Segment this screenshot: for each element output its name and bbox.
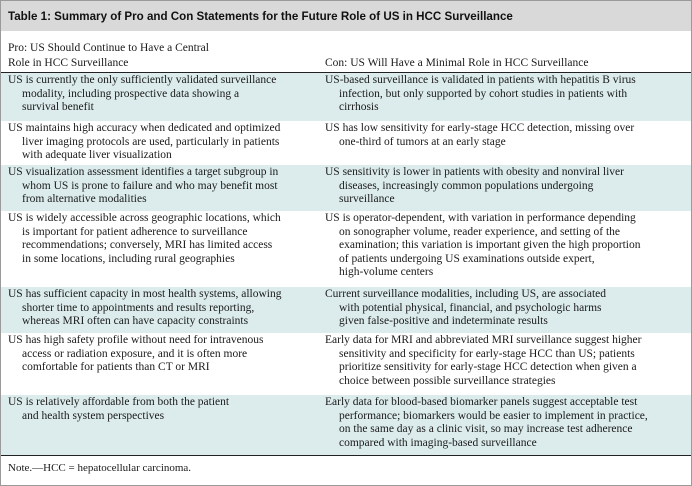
column-header-row xyxy=(1,32,691,72)
pro-header-line: Pro: US Should Continue to Have a Central xyxy=(8,42,209,54)
cell-line: of patients undergoing US examinations outside expert, xyxy=(339,252,595,265)
cell-line: in some locations, including rural geographies xyxy=(22,252,235,265)
cell-line: US-based surveillance is validated in patients with hepatitis B virus xyxy=(325,74,636,86)
cell-line: liver imaging protocols are used, particularly in patients xyxy=(22,135,280,148)
cell-line: US has low sensitivity for early-stage HCC detection, missing over xyxy=(325,122,635,134)
cell-line: choice between possible surveillance strategies xyxy=(339,374,556,387)
table-title: Table 1: Summary of Pro and Con Statements for the Future Role of US in HCC Surveillance xyxy=(8,9,513,23)
cell-line: with adequate liver visualization xyxy=(22,149,172,162)
pro-cell xyxy=(1,211,322,287)
cell-line: surveillance xyxy=(339,193,395,206)
con-cell xyxy=(322,121,691,165)
cell-line: US is widely accessible across geographic locations, which xyxy=(8,212,281,224)
cell-line: given false-positive and indeterminate results xyxy=(339,315,548,328)
cell-line: recommendations; conversely, MRI has limited access xyxy=(22,239,273,252)
table-body xyxy=(1,73,691,455)
con-header-line: Con: US Will Have a Minimal Role in HCC Surveillance xyxy=(325,57,589,69)
table-row xyxy=(1,121,691,165)
cell-line: US is currently the only sufficiently validated surveillance xyxy=(8,74,277,86)
cell-line: US sensitivity is lower in patients with obesity and nonviral liver xyxy=(325,166,624,178)
cell-line: US is relatively affordable from both the patient xyxy=(8,396,230,408)
cell-line: sensitivity and specificity for early-stage HCC than US; patients xyxy=(339,347,635,360)
cell-line: US is operator-dependent, with variation in performance depending xyxy=(325,212,636,224)
cell-line: with potential physical, financial, and psychologic harms xyxy=(339,301,602,314)
table-row xyxy=(1,287,691,333)
pro-cell xyxy=(1,73,322,121)
pro-cell xyxy=(1,165,322,211)
pro-cell xyxy=(1,121,322,165)
cell-line: examination; this variation is important given the high proportion xyxy=(339,239,641,252)
cell-line: performance; biomarkers would be easier to implement in practice, xyxy=(339,409,648,422)
cell-line: whom US is prone to failure and who may benefit most xyxy=(22,179,278,192)
cell-line: diseases, increasingly common populations undergoing xyxy=(339,179,594,192)
cell-line: Early data for blood-based biomarker panels suggest acceptable test xyxy=(325,396,638,408)
table-row xyxy=(1,211,691,287)
pro-column-header xyxy=(1,41,322,72)
table-row xyxy=(1,333,691,395)
cell-line: is important for patient adherence to surveillance xyxy=(22,225,248,238)
cell-line: infection, but only supported by cohort studies in patients with xyxy=(339,87,628,100)
con-cell xyxy=(322,165,691,211)
cell-line: prioritize sensitivity for early-stage HCC detection when given a xyxy=(339,361,637,374)
cell-line: one-third of tumors at an early stage xyxy=(339,135,506,148)
cell-line: whereas MRI often can have capacity constraints xyxy=(22,315,249,328)
pro-header-line: Role in HCC Surveillance xyxy=(8,57,129,69)
pro-cell xyxy=(1,395,322,455)
cell-line: Current surveillance modalities, including US, are associated xyxy=(325,288,607,300)
cell-line: and health system perspectives xyxy=(22,409,165,422)
table-row xyxy=(1,165,691,211)
cell-line: shorter time to appointments and results reporting, xyxy=(22,301,255,314)
title-bar xyxy=(1,1,691,31)
cell-line: on sonographer volume, reader experience, and setting of the xyxy=(339,225,621,238)
cell-line: modality, including prospective data showing a xyxy=(22,87,240,100)
con-cell xyxy=(322,211,691,287)
cell-line: Early data for MRI and abbreviated MRI surveillance suggest higher xyxy=(325,334,642,346)
cell-line: from alternative modalities xyxy=(22,193,147,206)
cell-line: comfortable for patients than CT or MRI xyxy=(22,361,210,374)
cell-line: compared with imaging-based surveillance xyxy=(339,436,537,449)
cell-line: US visualization assessment identifies a target subgroup in xyxy=(8,166,279,178)
cell-line: on the same day as a clinic visit, so may increase test adherence xyxy=(339,423,633,436)
con-cell xyxy=(322,73,691,121)
cell-line: US has high safety profile without need for intravenous xyxy=(8,334,264,346)
cell-line: high-volume centers xyxy=(339,266,434,279)
con-cell xyxy=(322,287,691,333)
cell-line: access or radiation exposure, and it is often more xyxy=(22,347,248,360)
pro-cell xyxy=(1,333,322,395)
con-cell xyxy=(322,333,691,395)
cell-line: survival benefit xyxy=(22,101,94,114)
cell-line: US has sufficient capacity in most health systems, allowing xyxy=(8,288,282,300)
cell-line: cirrhosis xyxy=(339,101,379,114)
cell-line: US maintains high accuracy when dedicated and optimized xyxy=(8,122,281,134)
con-cell xyxy=(322,395,691,455)
table-note: Note.—HCC = hepatocellular carcinoma. xyxy=(8,462,192,474)
con-column-header xyxy=(322,41,691,72)
table-row xyxy=(1,73,691,121)
table-row xyxy=(1,395,691,455)
pro-cell xyxy=(1,287,322,333)
